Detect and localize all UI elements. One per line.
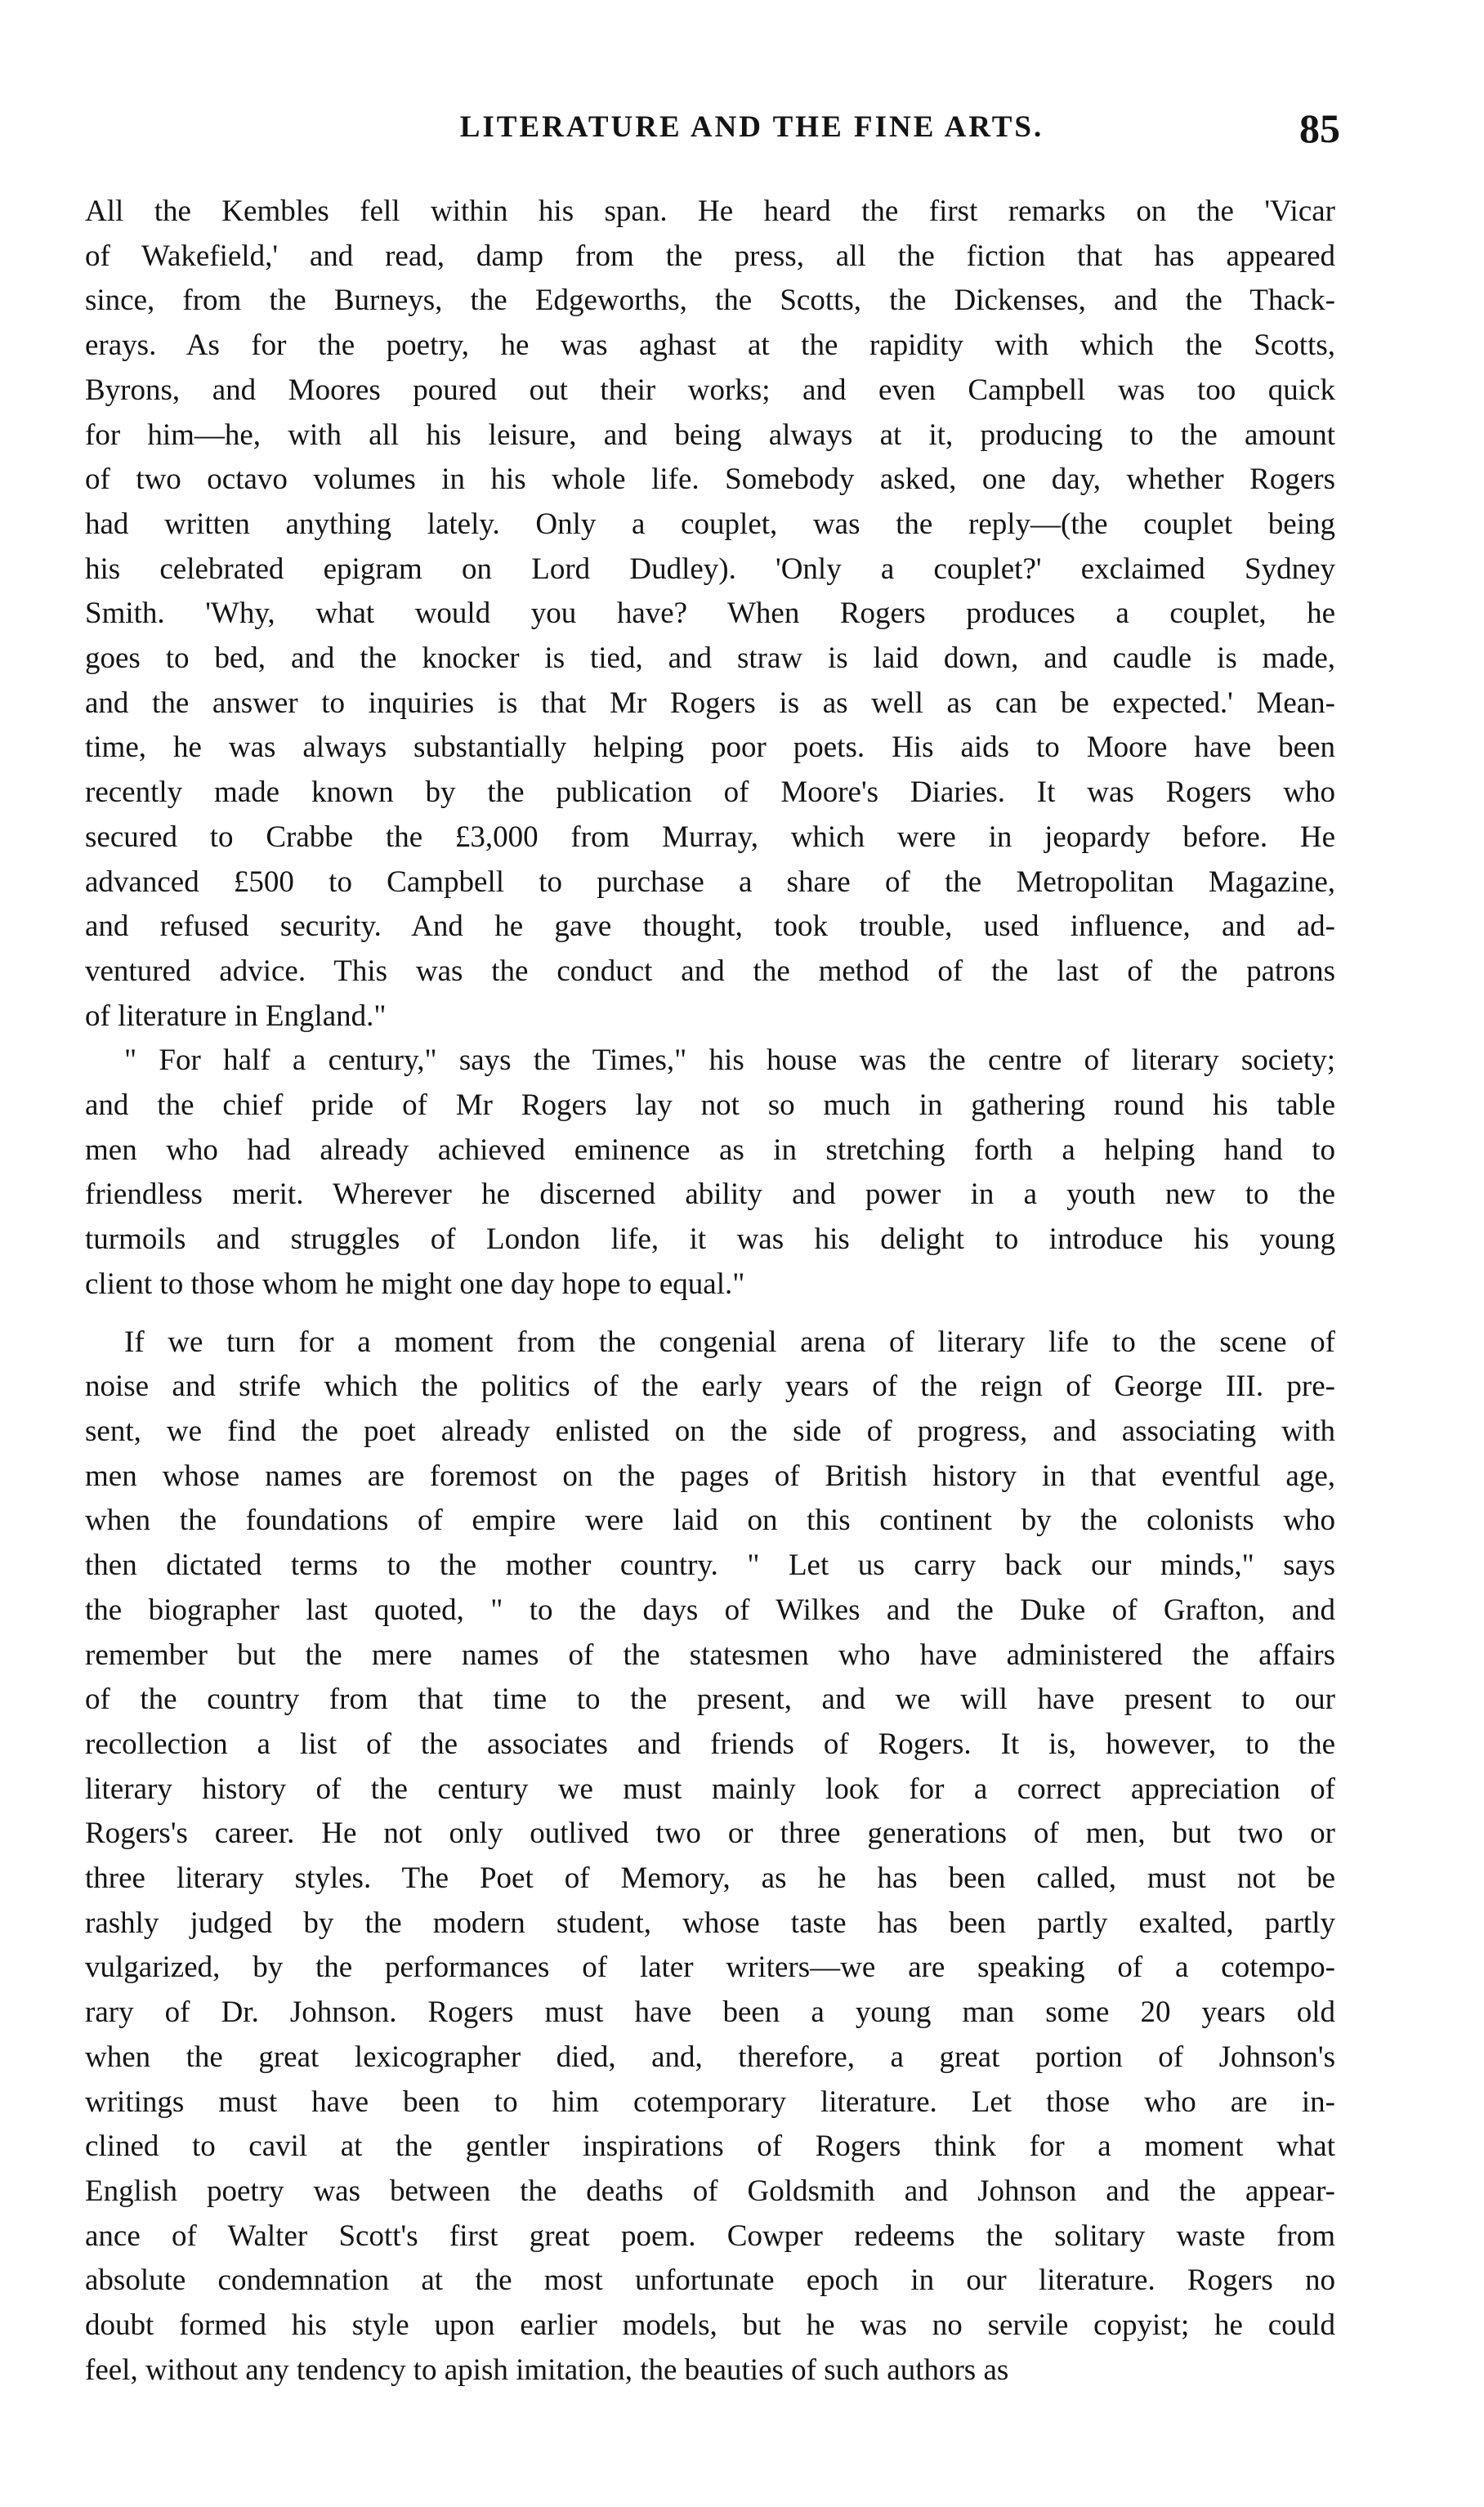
text-line: when the foundations of empire were laid on this continent by the colonists who: [85, 1504, 1335, 1538]
text-line: doubt formed his style upon earlier models, but he was no servile copyist; he could: [85, 2308, 1335, 2343]
text-line: since, from the Burneys, the Edgeworths, the Scotts, the Dickenses, and the Thack-: [85, 284, 1335, 318]
text-line: goes to bed, and the knocker is tied, and straw is laid down, and caudle is made,: [85, 641, 1335, 676]
text-line: English poetry was between the deaths of Goldsmith and Johnson and the appear-: [85, 2174, 1335, 2208]
text-line: Rogers's career. He not only outlived two or three generations of men, but two or: [85, 1817, 1335, 1851]
text-line: noise and strife which the politics of the early years of the reign of George III. pre-: [85, 1370, 1335, 1404]
text-line: recently made known by the publication of Moore's Diaries. It was Rogers who: [85, 775, 1335, 810]
text-line: time, he was always substantially helping poor poets. His aids to Moore have been: [85, 731, 1335, 765]
text-line: of the country from that time to the present, and we will have present to our: [85, 1683, 1335, 1717]
text-line: when the great lexicographer died, and, therefore, a great portion of Johnson's: [85, 2040, 1335, 2074]
text-line: of two octavo volumes in his whole life. Somebody asked, one day, whether Rogers: [85, 463, 1335, 497]
body-text: [85, 190, 1335, 2393]
text-line: and the answer to inquiries is that Mr Rogers is as well as can be expected.' Mean-: [85, 686, 1335, 720]
text-line: literary history of the century we must mainly look for a correct appreciation of: [85, 1772, 1335, 1806]
text-line: sent, we find the poet already enlisted on the side of progress, and associating with: [85, 1414, 1335, 1448]
text-line: Smith. 'Why, what would you have? When Rogers produces a couplet, he: [85, 597, 1335, 631]
page-header: [163, 105, 1340, 154]
text-line: client to those whom he might one day hope to equal.": [85, 1267, 745, 1301]
text-line: secured to Crabbe the £3,000 from Murray, which were in jeopardy before. He: [85, 820, 1335, 854]
text-line: had written anything lately. Only a couplet, was the reply—(the couplet being: [85, 507, 1335, 541]
text-line: his celebrated epigram on Lord Dudley). 'Only a couplet?' exclaimed Sydney: [85, 552, 1335, 586]
text-line: ance of Walter Scott's first great poem. Cowper redeems the solitary waste from: [85, 2219, 1335, 2253]
text-line: advanced £500 to Campbell to purchase a share of the Metropolitan Magazine,: [85, 865, 1335, 899]
text-line: erays. As for the poetry, he was aghast at the rapidity with which the Scotts,: [85, 328, 1335, 363]
text-line: vulgarized, by the performances of later writers—we are speaking of a cotempo-: [85, 1951, 1335, 1985]
text-line: three literary styles. The Poet of Memory, as he has been called, must not be: [85, 1861, 1335, 1896]
text-line: turmoils and struggles of London life, it was his delight to introduce his young: [85, 1222, 1335, 1257]
paragraph-politics: [85, 1321, 1335, 2393]
text-line: men whose names are foremost on the pages of British history in that eventful age,: [85, 1459, 1335, 1493]
page-number: 85: [1299, 105, 1340, 151]
text-line: If we turn for a moment from the congenial arena of literary life to the scene of: [124, 1325, 1335, 1359]
text-line: All the Kembles fell within his span. He heard the first remarks on the 'Vicar: [85, 194, 1335, 228]
text-line: Byrons, and Moores poured out their works; and even Campbell was too quick: [85, 373, 1335, 407]
text-line: recollection a list of the associates and friends of Rogers. It is, however, to the: [85, 1727, 1335, 1761]
text-line: writings must have been to him cotemporary literature. Let those who are in-: [85, 2085, 1335, 2119]
text-line: for him—he, with all his leisure, and being always at it, producing to the amount: [85, 418, 1335, 452]
text-line: clined to cavil at the gentler inspirations of Rogers think for a moment what: [85, 2129, 1335, 2164]
text-line: ventured advice. This was the conduct and the method of the last of the patrons: [85, 954, 1335, 988]
running-head: LITERATURE AND THE FINE ARTS.: [459, 110, 1044, 144]
paragraph-times-quote: [85, 1039, 1335, 1307]
text-line: absolute condemnation at the most unfortunate epoch in our literature. Rogers no: [85, 2263, 1335, 2298]
text-line: of Wakefield,' and read, damp from the press, all the fiction that has appeared: [85, 239, 1335, 273]
paragraph-kembles: [85, 190, 1335, 1039]
text-line: friendless merit. Wherever he discerned ability and power in a youth new to the: [85, 1178, 1335, 1212]
text-line: men who had already achieved eminence as in stretching forth a helping hand to: [85, 1133, 1335, 1167]
text-line: feel, without any tendency to apish imitation, the beauties of such authors as: [85, 2353, 1009, 2387]
text-line: then dictated terms to the mother country. " Let us carry back our minds," says: [85, 1548, 1335, 1583]
text-line: and refused security. And he gave thought, took trouble, used influence, and ad-: [85, 909, 1335, 944]
text-line: remember but the mere names of the statesmen who have administered the affairs: [85, 1638, 1335, 1672]
text-line: rary of Dr. Johnson. Rogers must have been a young man some 20 years old: [85, 1995, 1335, 2030]
text-line: the biographer last quoted, " to the days of Wilkes and the Duke of Grafton, and: [85, 1593, 1335, 1627]
text-line: and the chief pride of Mr Rogers lay not so much in gathering round his table: [85, 1088, 1335, 1123]
text-line: " For half a century," says the Times," his house was the centre of literary society;: [124, 1043, 1335, 1078]
text-line: rashly judged by the modern student, whose taste has been partly exalted, partly: [85, 1906, 1335, 1940]
text-line: of literature in England.": [85, 999, 387, 1033]
